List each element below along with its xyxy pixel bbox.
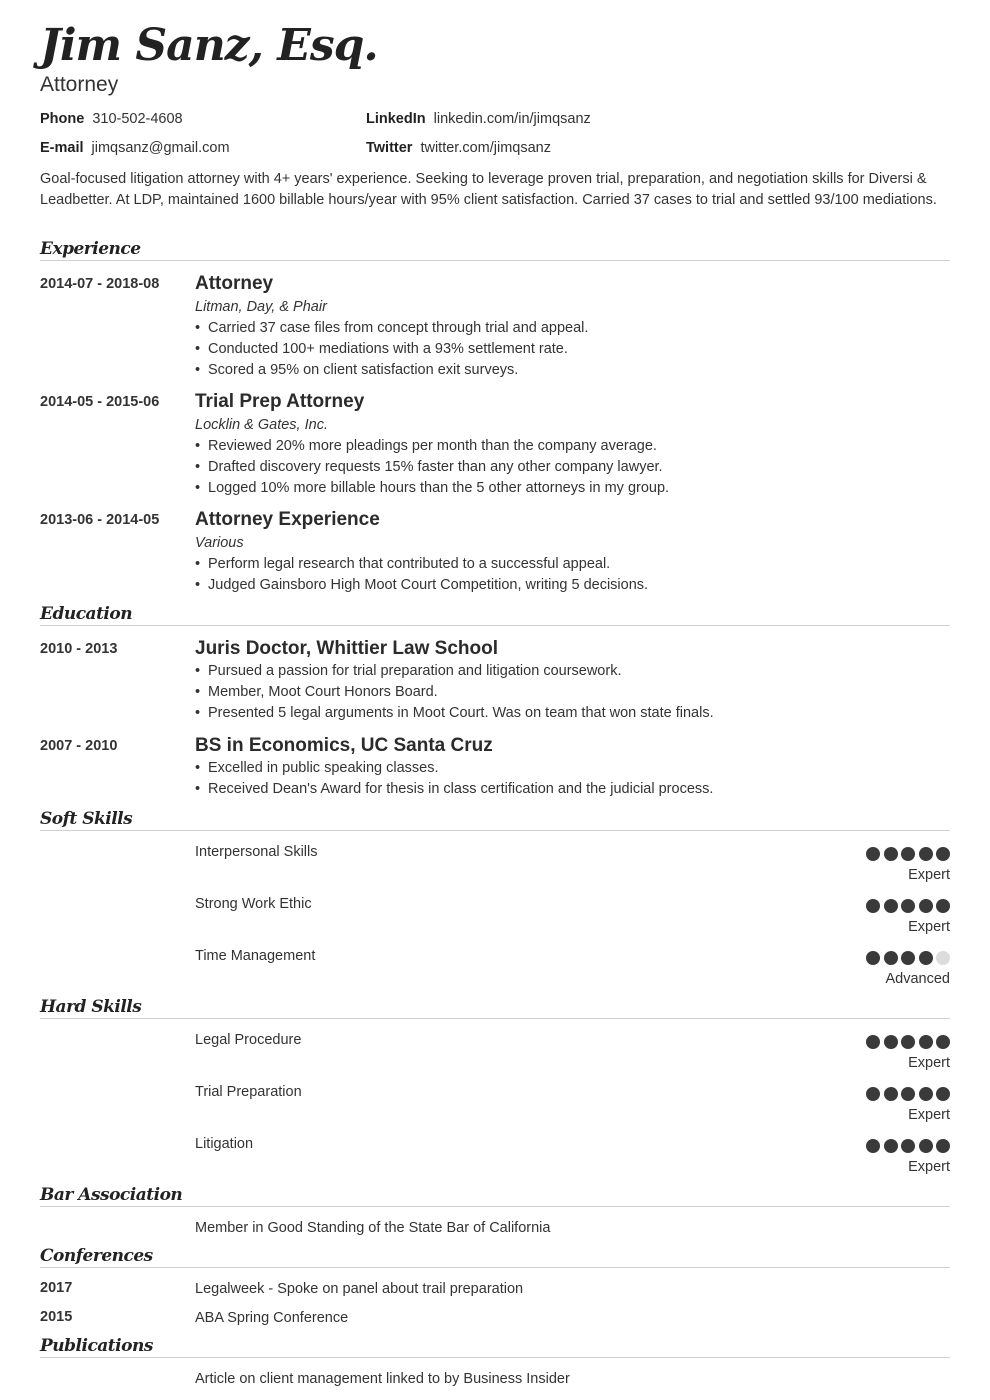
rating-dot-filled [901,1087,915,1101]
bullet-list [195,758,950,800]
education-dates: 2007 - 2010 [40,738,118,754]
rating-dot-filled [884,847,898,861]
contact-linkedin [366,110,591,128]
rating-dot-filled [936,1087,950,1101]
skill-level: Expert [908,1055,950,1071]
rating-dot-filled [936,847,950,861]
rating-dot-filled [901,951,915,965]
bullet-list [195,661,950,724]
bullet-item: • Member, Moot Court Honors Board. [195,682,950,703]
rating-dot-filled [919,1087,933,1101]
resume-page [40,0,950,1400]
education-entry [195,734,950,800]
bullet-item: • Conducted 100+ mediations with a 93% settlement rate. [195,339,950,360]
rating-dot-filled [884,951,898,965]
education-entry [195,637,950,724]
rating-dot-filled [919,951,933,965]
degree-title: Juris Doctor, Whittier Law School [195,638,498,659]
candidate-title: Attorney [40,73,119,96]
bar-association-text: Member in Good Standing of the State Bar of California [195,1220,551,1236]
contact-phone [40,110,183,128]
skill-rating [866,847,950,861]
rating-dot-filled [936,1139,950,1153]
experience-entry [195,390,950,499]
skill-level: Advanced [885,971,950,987]
job-title: Trial Prep Attorney [195,391,365,412]
bullet-item: • Presented 5 legal arguments in Moot Court. Was on team that won state finals. [195,703,950,724]
publication-text: Article on client management linked to by Business Insider [195,1371,570,1387]
skill-rating [866,951,950,965]
job-title: Attorney [195,273,274,294]
bullet-item: • Excelled in public speaking classes. [195,758,950,779]
skill-name: Litigation [195,1136,254,1152]
section-title: Soft Skills [40,809,133,829]
skill-name: Strong Work Ethic [195,896,312,912]
skill-level: Expert [908,1107,950,1123]
section-title: Conferences [40,1246,153,1266]
rating-dot-filled [901,899,915,913]
bullet-item: • Received Dean's Award for thesis in class certification and the judicial process. [195,779,950,800]
rating-dot-filled [884,899,898,913]
rating-dot-filled [884,1139,898,1153]
contact-twitter [366,139,551,157]
skill-rating [866,1087,950,1101]
skill-level: Expert [908,1159,950,1175]
bullet-list [195,436,950,499]
bullet-item: • Carried 37 case files from concept through trial and appeal. [195,318,950,339]
section-heading-soft-skills [40,809,950,831]
conference-text: Legalweek - Spoke on panel about trail preparation [195,1281,524,1297]
skill-level: Expert [908,919,950,935]
section-heading-bar-association [40,1185,950,1207]
email-label: E-mail [40,140,84,156]
phone-label: Phone [40,111,85,127]
bullet-item: • Judged Gainsboro High Moot Court Competition, writing 5 decisions. [195,575,950,596]
twitter-label: Twitter [366,140,413,156]
rating-dot-empty [936,951,950,965]
bullet-list [195,554,950,596]
experience-entry [195,508,950,596]
phone-value: 310-502-4608 [92,111,183,127]
bullet-list [195,318,950,381]
linkedin-value: linkedin.com/in/jimqsanz [433,111,591,127]
rating-dot-filled [866,951,880,965]
contact-email [40,139,230,157]
rating-dot-filled [866,847,880,861]
bullet-item: • Reviewed 20% more pleadings per month than the company average. [195,436,950,457]
rating-dot-filled [919,847,933,861]
rating-dot-filled [866,1035,880,1049]
section-title: Bar Association [40,1185,183,1205]
rating-dot-filled [884,1035,898,1049]
rating-dot-filled [901,847,915,861]
skill-name: Trial Preparation [195,1084,302,1100]
experience-entry [195,272,950,381]
bullet-item: • Pursued a passion for trial preparation and litigation coursework. [195,661,950,682]
employer: Locklin & Gates, Inc. [195,417,328,433]
bullet-item: • Logged 10% more billable hours than the 5 other attorneys in my group. [195,478,950,499]
employer: Litman, Day, & Phair [195,299,327,315]
rating-dot-filled [936,1035,950,1049]
degree-title: BS in Economics, UC Santa Cruz [195,735,493,756]
twitter-value: twitter.com/jimqsanz [420,140,551,156]
skill-rating [866,899,950,913]
section-title: Publications [40,1336,153,1356]
section-heading-conferences [40,1246,950,1268]
employer: Various [195,535,244,551]
rating-dot-filled [919,1139,933,1153]
experience-dates: 2014-07 - 2018-08 [40,276,160,292]
rating-dot-filled [901,1035,915,1049]
linkedin-label: LinkedIn [366,111,426,127]
section-title: Experience [40,239,141,259]
rating-dot-filled [866,899,880,913]
candidate-name: Jim Sanz, Esq. [40,20,378,71]
skill-name: Time Management [195,948,316,964]
skill-rating [866,1035,950,1049]
conference-year: 2015 [40,1309,73,1325]
rating-dot-filled [936,899,950,913]
section-heading-experience [40,239,950,261]
bullet-item: • Drafted discovery requests 15% faster than any other company lawyer. [195,457,950,478]
rating-dot-filled [866,1139,880,1153]
conference-text: ABA Spring Conference [195,1310,349,1326]
rating-dot-filled [919,899,933,913]
section-heading-hard-skills [40,997,950,1019]
skill-rating [866,1139,950,1153]
rating-dot-filled [866,1087,880,1101]
experience-dates: 2014-05 - 2015-06 [40,394,160,410]
skill-level: Expert [908,867,950,883]
education-dates: 2010 - 2013 [40,641,118,657]
rating-dot-filled [901,1139,915,1153]
job-title: Attorney Experience [195,509,380,530]
rating-dot-filled [919,1035,933,1049]
skill-name: Legal Procedure [195,1032,302,1048]
conference-year: 2017 [40,1280,73,1296]
section-title: Hard Skills [40,997,142,1017]
summary-text: Goal-focused litigation attorney with 4+ years' experience. Seeking to leverage proven trial, preparation, and negotiation skills for Diversi & Leadbetter. At LDP, maintained 1600 billable hours/year with 95% client satisfaction. Carried 37 cases to trial and settled 93/100 mediations. [40,171,937,208]
skill-name: Interpersonal Skills [195,844,318,860]
email-value: jimqsanz@gmail.com [91,140,230,156]
rating-dot-filled [884,1087,898,1101]
bullet-item: • Scored a 95% on client satisfaction exit surveys. [195,360,950,381]
section-heading-education [40,604,950,626]
experience-dates: 2013-06 - 2014-05 [40,512,160,528]
bullet-item: • Perform legal research that contributed to a successful appeal. [195,554,950,575]
section-title: Education [40,604,133,624]
section-heading-publications [40,1336,950,1358]
